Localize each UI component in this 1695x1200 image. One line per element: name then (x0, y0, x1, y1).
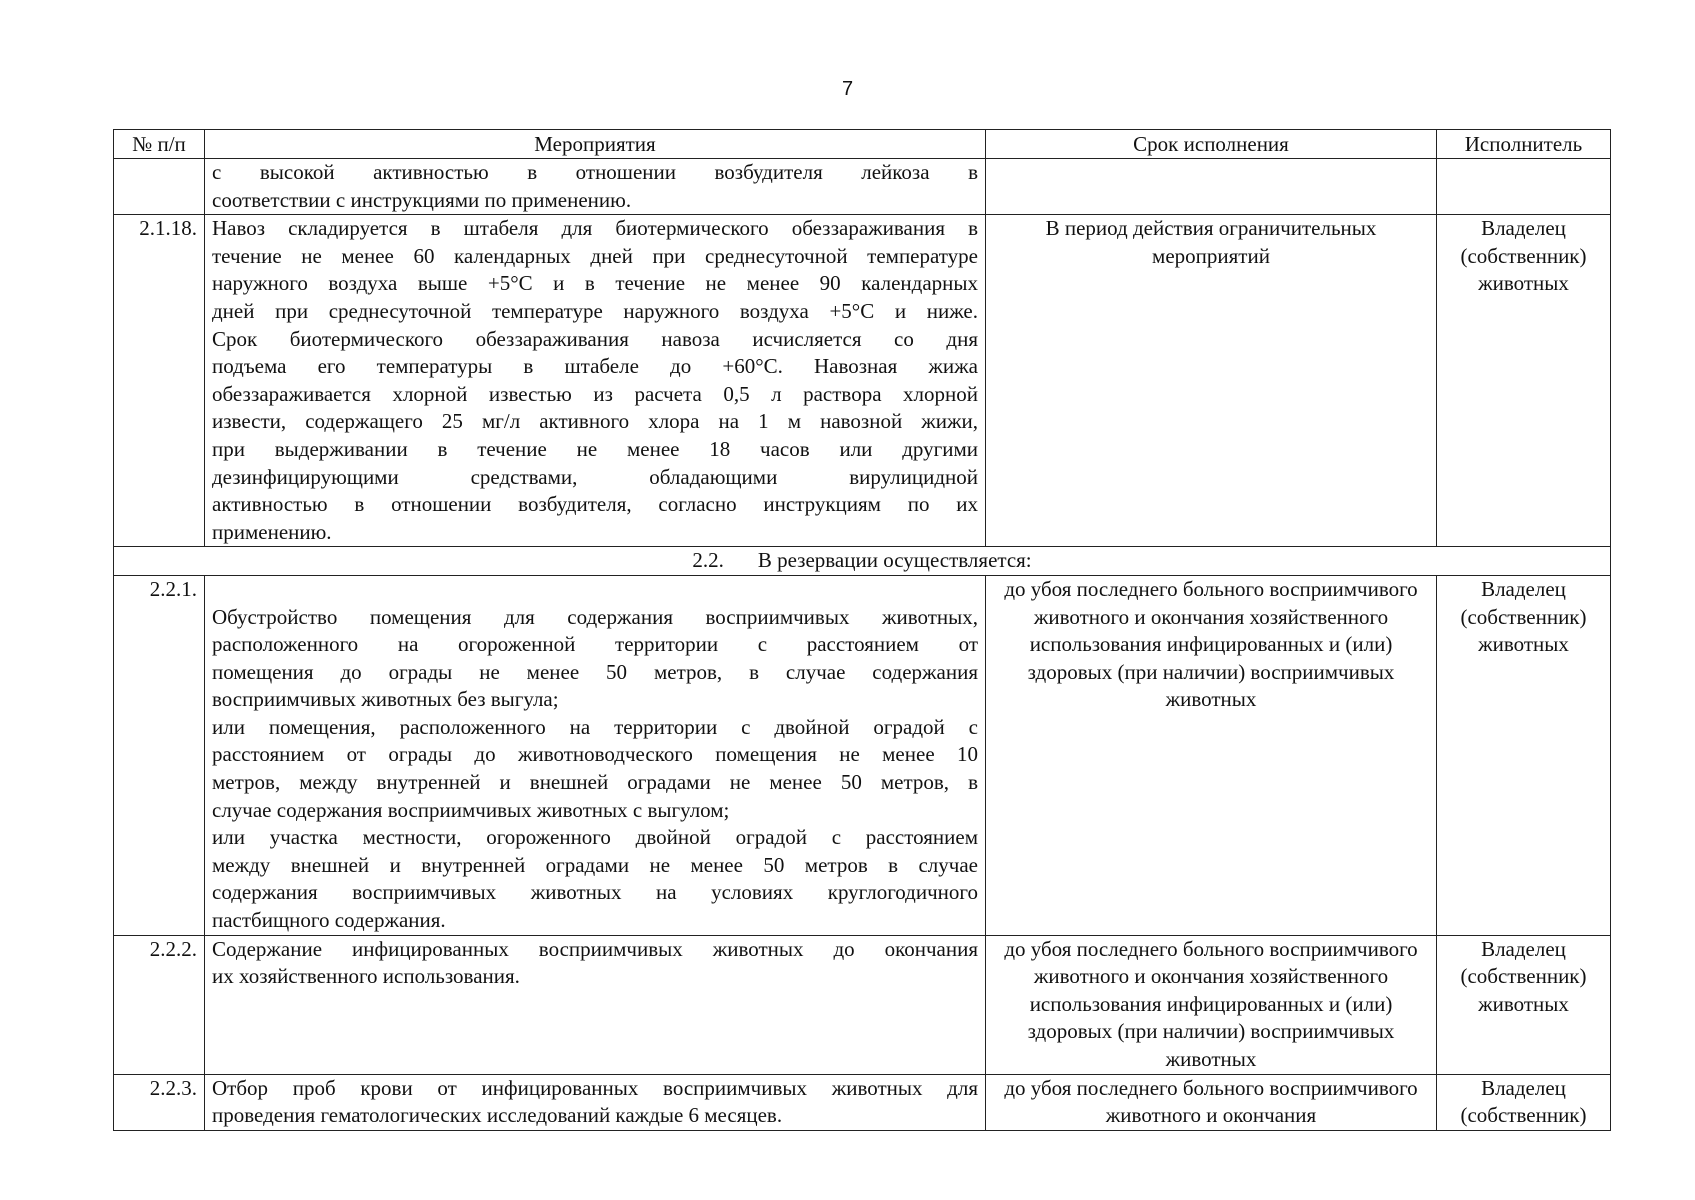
activity-line: извести, содержащего 25 мг/л активного хлора на 1 м навозной жижи, (212, 409, 978, 434)
section-title (114, 547, 1611, 576)
activity-line: содержания восприимчивых животных на условиях круглогодичного (212, 880, 978, 905)
row-term: В период действия ограничительных мероприятий (986, 215, 1437, 547)
activity-line: метров, между внутренней и внешней оградами не менее 50 метров, в (212, 770, 978, 795)
activity-line: их хозяйственного использования. (212, 964, 520, 989)
activity-line: проведения гематологических исследований каждые 6 месяцев. (212, 1103, 783, 1128)
activity-line: Отбор проб крови от инфицированных восприимчивых животных для (212, 1075, 978, 1100)
section-row-2-2 (114, 547, 1611, 576)
table-header-row (114, 130, 1611, 159)
table-row-2-2-3 (114, 1074, 1611, 1130)
activity-line: Срок биотермического обеззараживания навоза исчисляется со дня (212, 326, 978, 351)
section-text: В резервации осуществляется: (757, 548, 1032, 573)
table-row-continuation (114, 159, 1611, 215)
header-executor: Исполнитель (1437, 130, 1611, 159)
table-row-2-1-18 (114, 215, 1611, 547)
activity-line: случае содержания восприимчивых животных с выгулом; (212, 797, 730, 822)
activity-line: обеззараживается хлорной известью из расчета 0,5 л раствора хлорной (212, 381, 978, 406)
activity-line: Навоз складируется в штабеля для биотермического обеззараживания в (212, 216, 978, 241)
table-row-2-2-1 (114, 575, 1611, 935)
row-num: 2.2.2. (114, 935, 205, 1074)
activity-line: активностью в отношении возбудителя, согласно инструкциям по их (212, 492, 978, 517)
row-executor: Владелец (собственник) животных (1437, 215, 1611, 547)
section-number: 2.2. (692, 548, 724, 573)
activity-line: Обустройство помещения для содержания восприимчивых животных, (212, 604, 978, 629)
activity-line: Содержание инфицированных восприимчивых животных до окончания (212, 936, 978, 961)
header-activity: Мероприятия (205, 130, 986, 159)
row-executor: Владелец (собственник) животных (1437, 575, 1611, 935)
row-num: 2.2.1. (114, 575, 205, 935)
header-num: № п/п (114, 130, 205, 159)
activity-line: течение не менее 60 календарных дней при среднесуточной температуре (212, 243, 978, 268)
header-term: Срок исполнения (986, 130, 1437, 159)
activity-line: или помещения, расположенного на территории с двойной оградой с (212, 714, 978, 739)
measures-table (113, 129, 1611, 1131)
row-activity (205, 215, 986, 547)
table-row-2-2-2 (114, 935, 1611, 1074)
activity-line: помещения до ограды не менее 50 метров, в случае содержания (212, 659, 978, 684)
row-activity (205, 935, 986, 1074)
activity-line: расположенного на огороженной территории с расстоянием от (212, 632, 978, 657)
row-term: до убоя последнего больного восприимчивого животного и окончания (986, 1074, 1437, 1130)
row-activity (205, 1074, 986, 1130)
page-number: 7 (841, 78, 854, 100)
row-term: до убоя последнего больного восприимчивого животного и окончания хозяйственного использования инфицированных и (или) здоровых (при наличии) восприимчивых животных (986, 935, 1437, 1074)
row-executor: Владелец (собственник) животных (1437, 935, 1611, 1074)
activity-line: применению. (212, 519, 332, 544)
activity-line: дней при среднесуточной температуре наружного воздуха +5°С и ниже. (212, 298, 978, 323)
row-activity (205, 159, 986, 215)
row-term: до убоя последнего больного восприимчивого животного и окончания хозяйственного использования инфицированных и (или) здоровых (при наличии) восприимчивых животных (986, 575, 1437, 935)
activity-line: пастбищного содержания. (212, 908, 446, 933)
activity-line: восприимчивых животных без выгула; (212, 687, 559, 712)
activity-line: с высокой активностью в отношении возбудителя лейкоза в (212, 160, 978, 184)
row-activity (205, 575, 986, 935)
activity-line: дезинфицирующими средствами, обладающими вирулицидной (212, 464, 978, 489)
row-term (986, 159, 1437, 215)
activity-line: наружного воздуха выше +5°С и в течение не менее 90 календарных (212, 271, 978, 296)
activity-line: расстоянием от ограды до животноводческого помещения не менее 10 (212, 742, 978, 767)
row-executor: Владелец (собственник) (1437, 1074, 1611, 1130)
activity-line: при выдерживании в течение не менее 18 часов или другими (212, 436, 978, 461)
activity-line: соответствии с инструкциями по применению. (212, 187, 632, 212)
activity-line: или участка местности, огороженного двойной оградой с расстоянием (212, 825, 978, 850)
activity-line: подъема его температуры в штабеле до +60°С. Навозная жижа (212, 354, 978, 379)
activity-line: между внешней и внутренней оградами не менее 50 метров в случае (212, 852, 978, 877)
row-num: 2.2.3. (114, 1074, 205, 1130)
row-num (114, 159, 205, 215)
row-num: 2.1.18. (114, 215, 205, 547)
row-executor (1437, 159, 1611, 215)
